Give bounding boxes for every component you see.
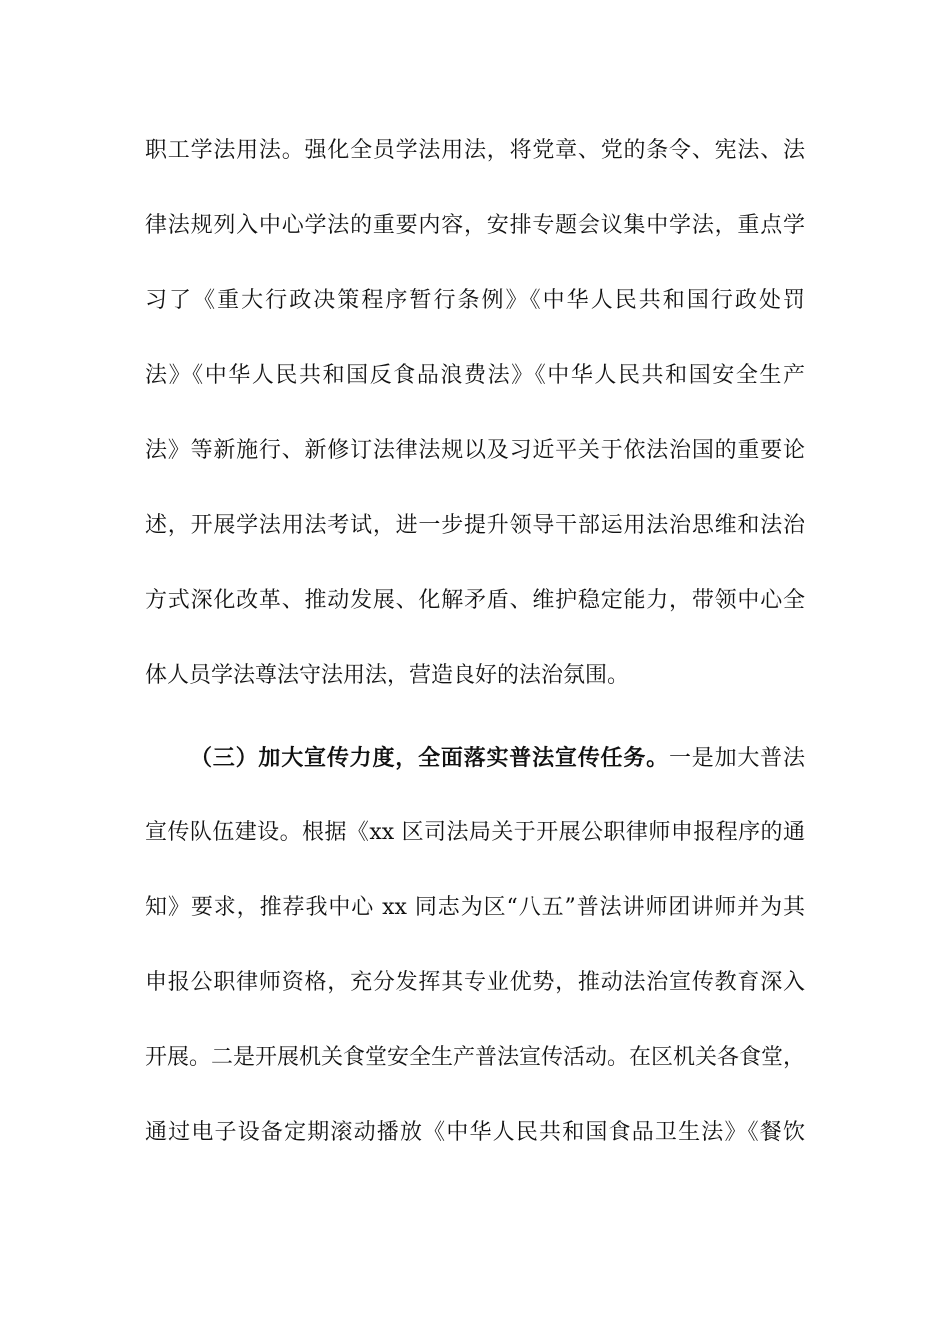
paragraph-line: 律法规列入中心学法的重要内容，安排专题会议集中学法，重点学 (145, 213, 805, 238)
paragraph-line: 法》等新施行、新修订法律法规以及习近平关于依法治国的重要论 (145, 438, 805, 463)
paragraph-line: 知》要求，推荐我中心 xx 同志为区“八五”普法讲师团讲师并为其 (145, 895, 805, 920)
paragraph-line: 述，开展学法用法考试，进一步提升领导干部运用法治思维和法治 (145, 513, 805, 538)
paragraph-line: 法》《中华人民共和国反食品浪费法》《中华人民共和国安全生产 (145, 363, 805, 388)
paragraph-line: 习了《重大行政决策程序暂行条例》《中华人民共和国行政处罚 (145, 288, 805, 313)
paragraph-line: 宣传队伍建设。根据《xx 区司法局关于开展公职律师申报程序的通 (145, 820, 805, 845)
paragraph-line: 职工学法用法。强化全员学法用法，将党章、党的条令、宪法、法 (145, 138, 805, 163)
section-heading-line (190, 738, 805, 778)
paragraph-line: 方式深化改革、推动发展、化解矛盾、维护稳定能力，带领中心全 (145, 588, 805, 613)
paragraph-line: 通过电子设备定期滚动播放《中华人民共和国食品卫生法》《餐饮 (145, 1120, 805, 1145)
paragraph-line: 开展。二是开展机关食堂安全生产普法宣传活动。在区机关各食堂， (145, 1045, 805, 1070)
section-heading: （三）加大宣传力度，全面落实普法宣传任务。 (190, 745, 669, 771)
paragraph-line: 体人员学法尊法守法用法，营造良好的法治氛围。 (145, 663, 630, 688)
section-heading-continuation: 一是加大普法 (668, 746, 805, 771)
paragraph-line: 申报公职律师资格，充分发挥其专业优势，推动法治宣传教育深入 (145, 970, 805, 995)
